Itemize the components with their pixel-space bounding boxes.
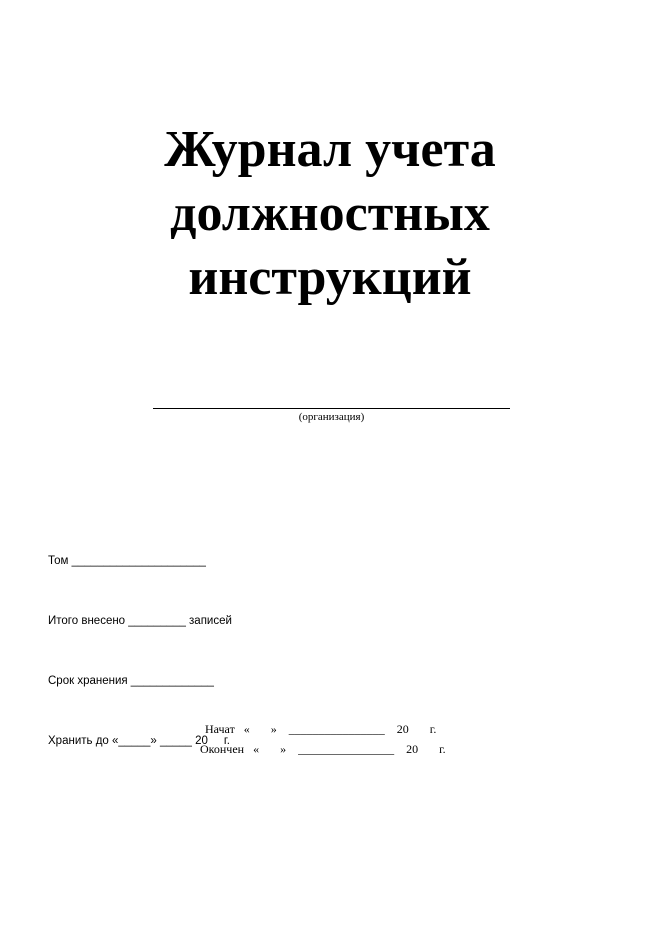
volume-field: Том _____________________ bbox=[48, 555, 206, 567]
organization-line bbox=[153, 408, 510, 409]
started-date-field: Начат « » ________________ 20 г. bbox=[205, 722, 437, 736]
title-line-3: инструкций bbox=[188, 249, 472, 306]
finished-date-field: Окончен « » ________________ 20 г. bbox=[200, 742, 446, 756]
journal-title bbox=[0, 118, 660, 310]
storage-period-field: Срок хранения _____________ bbox=[48, 675, 214, 687]
title-line-1: Журнал учета bbox=[164, 121, 496, 178]
entries-field: Итого внесено _________ записей bbox=[48, 615, 232, 627]
keep-until-field: Хранить до «_____» _____ 20 г. bbox=[48, 735, 230, 747]
organization-caption: (организация) bbox=[298, 411, 365, 423]
title-line-2: должностных bbox=[170, 185, 490, 242]
